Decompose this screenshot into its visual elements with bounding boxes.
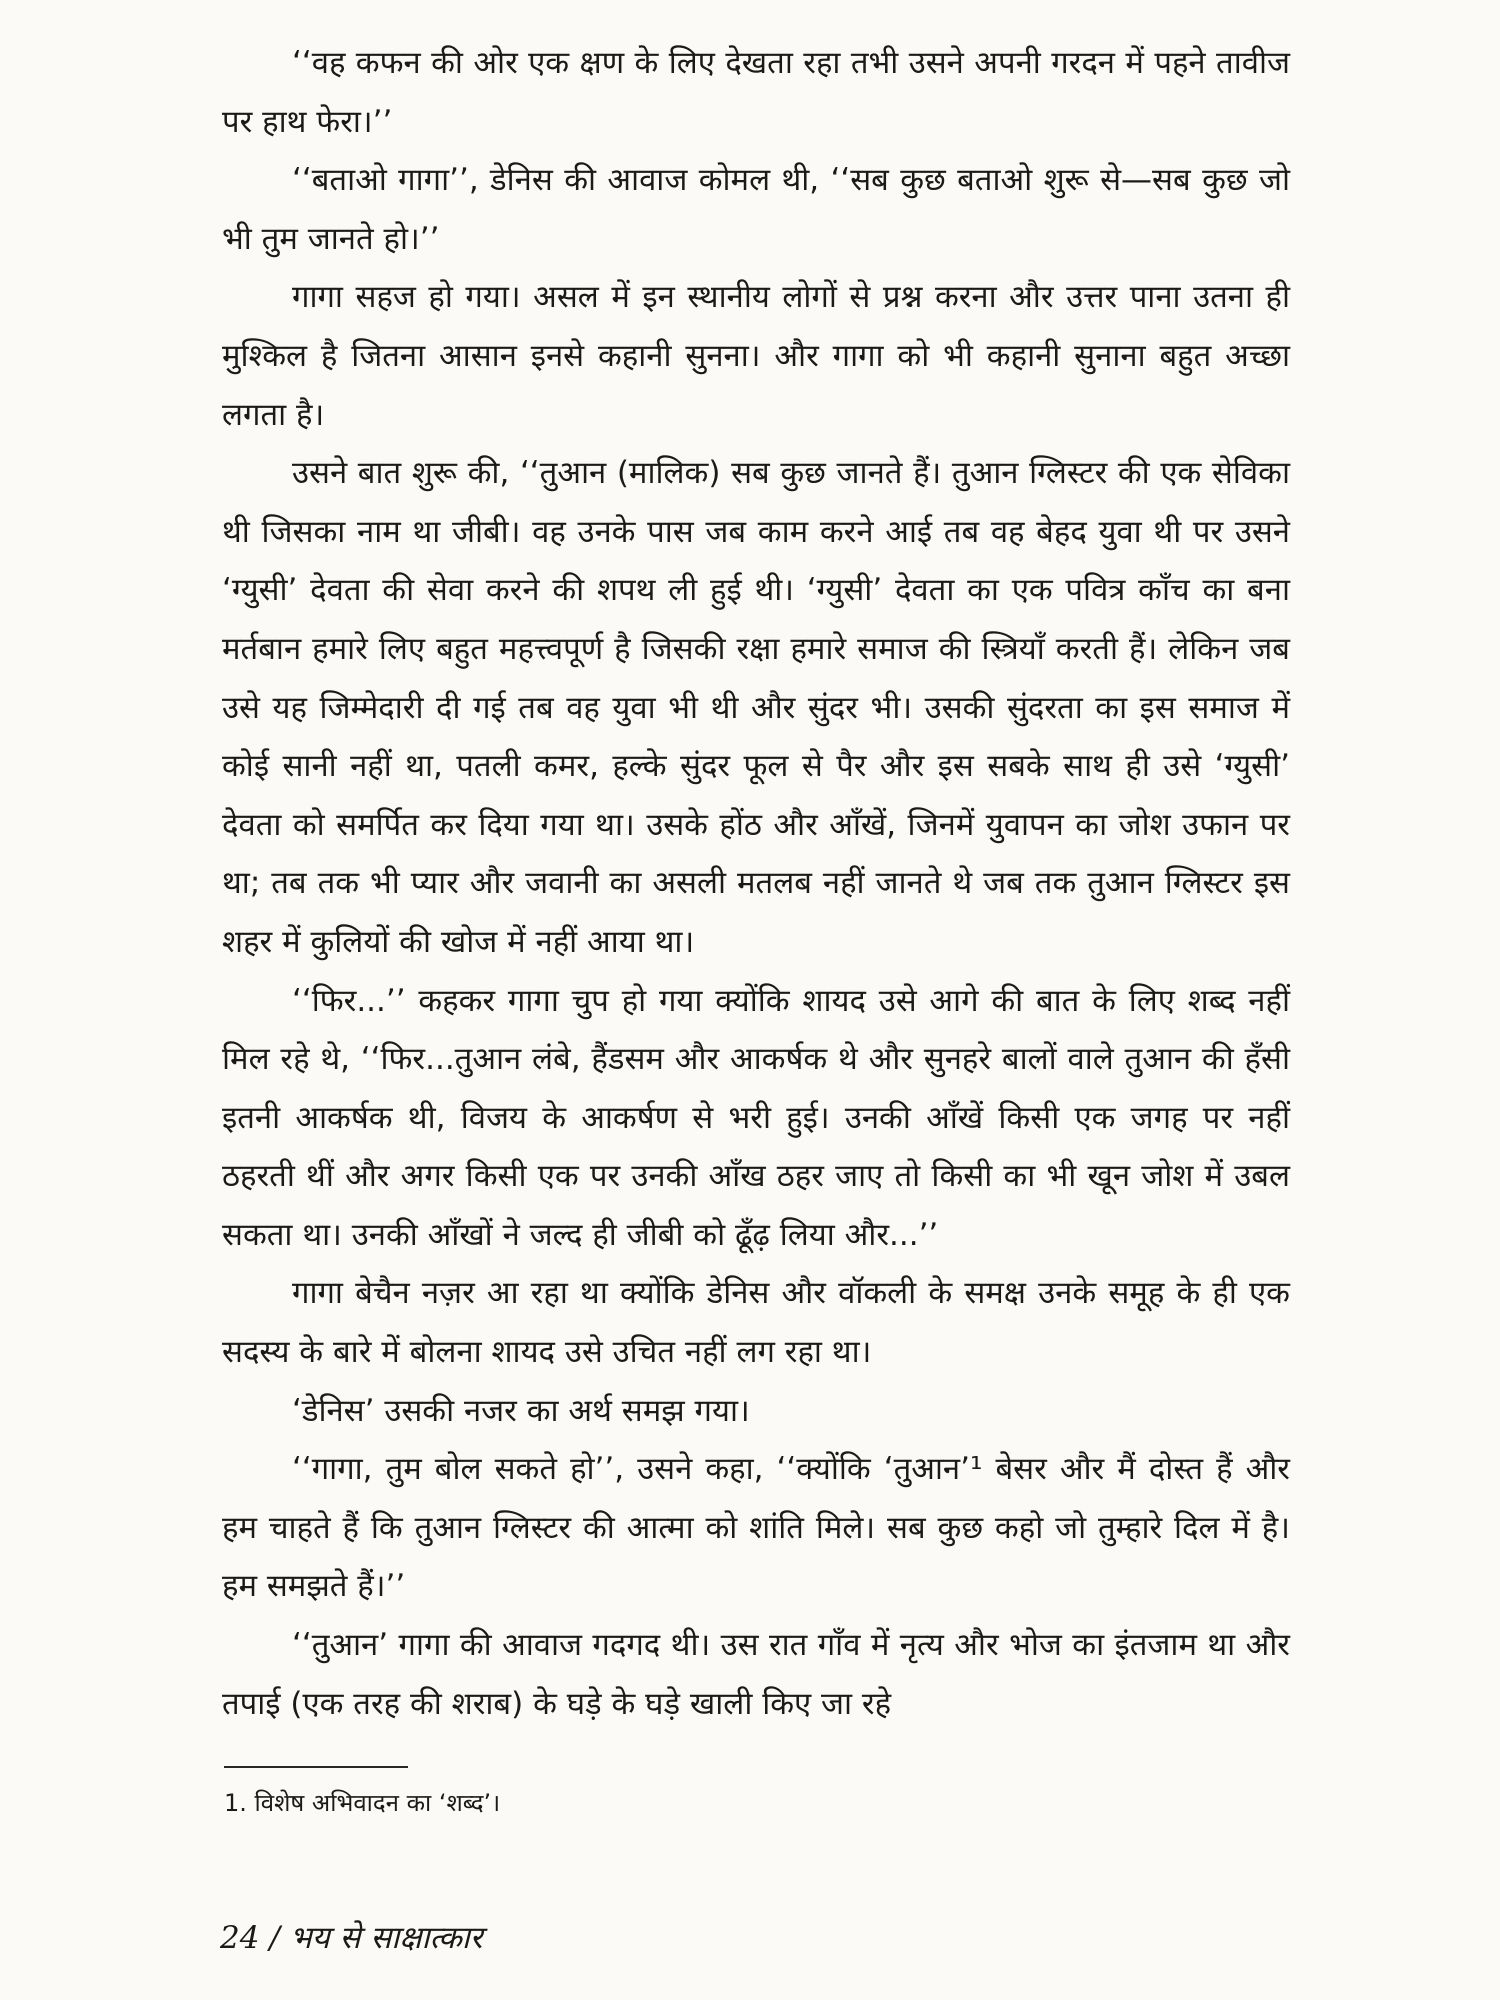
paragraph-5: ‘‘फिर...’’ कहकर गागा चुप हो गया क्योंकि शायद उसे आगे की बात के लिए शब्द नहीं मिल रहे थे, ‘‘फिर...तुआन लंबे, हैंडसम और आकर्षक थे और सुनहरे बालों वाले तुआन की हँसी इतनी आकर्षक थी, विजय के आकर्षण से भरी हुई। उनकी आँखें किसी एक जगह पर नहीं ठहरती थीं और अगर किसी एक पर उनकी आँख ठहर जाए तो किसी का भी खून जोश में उबल सकता था। उनकी आँखों ने जल्द ही जीबी को ढूँढ़ लिया और...’’ [222, 982, 1290, 1253]
paragraph-8: ‘‘गागा, तुम बोल सकते हो’’, उसने कहा, ‘‘क्योंकि ‘तुआन’¹ बेसर और मैं दोस्त हैं और हम चाहते हैं कि तुआन ग्लिस्टर की आत्मा को शांति मिले। सब कुछ कहो जो तुम्हारे दिल में है। हम समझते हैं।’’ [222, 1451, 1290, 1605]
paragraph-1: ‘‘वह कफन की ओर एक क्षण के लिए देखता रहा तभी उसने अपनी गरदन में पहने तावीज पर हाथ फेरा।’’ [222, 45, 1290, 140]
running-footer [220, 1918, 482, 1958]
paragraph-9: ‘‘तुआन’ गागा की आवाज गदगद थी। उस रात गाँव में नृत्य और भोज का इंतजाम था और तपाई (एक तरह की शराब) के घड़े के घड़े खाली किए जा रहे [222, 1627, 1290, 1722]
paragraph-7: ‘डेनिस’ उसकी नजर का अर्थ समझ गया। [292, 1392, 750, 1429]
page-number: 24 [220, 1920, 260, 1956]
paragraph-6: गागा बेचैन नज़र आ रहा था क्योंकि डेनिस और वॉकली के समक्ष उनके समूह के ही एक सदस्य के बारे में बोलना शायद उसे उचित नहीं लग रहा था। [222, 1275, 1290, 1371]
book-title: भय से साक्षात्कार [289, 1920, 483, 1956]
paragraph-4: उसने बात शुरू की, ‘‘तुआन (मालिक) सब कुछ जानते हैं। तुआन ग्लिस्टर की एक सेविका थी जिसका नाम था जीबी। वह उनके पास जब काम करने आई तब वह बेहद युवा थी पर उसने ‘ग्युसी’ देवता की सेवा करने की शपथ ली हुई थी। ‘ग्युसी’ देवता का एक पवित्र काँच का बना मर्तबान हमारे लिए बहुत महत्त्वपूर्ण है जिसकी रक्षा हमारे समाज की स्त्रियाँ करती हैं। लेकिन जब उसे यह जिम्मेदारी दी गई तब वह युवा भी थी और सुंदर भी। उसकी सुंदरता का इस समाज में कोई सानी नहीं था, पतली कमर, हल्के सुंदर फूल से पैर और इस सबके साथ ही उसे ‘ग्युसी’ देवता को समर्पित कर दिया गया था। उसके होंठ और आँखें, जिनमें युवापन का जोश उफान पर था; तब तक भी प्यार और जवानी का असली मतलब नहीं जानते थे जब तक तुआन ग्लिस्टर इस शहर में कुलियों की खोज में नहीं आया था। [222, 455, 1290, 960]
paragraph-2: ‘‘बताओ गागा’’, डेनिस की आवाज कोमल थी, ‘‘सब कुछ बताओ शुरू से—सब कुछ जो भी तुम जानते हो।’’ [222, 162, 1290, 257]
footnote-divider [224, 1766, 408, 1768]
body-text [222, 34, 1290, 1733]
footnote: 1. विशेष अभिवादन का ‘शब्द’। [224, 1789, 501, 1817]
paragraph-3: गागा सहज हो गया। असल में इन स्थानीय लोगों से प्रश्न करना और उत्तर पाना उतना ही मुश्किल है जितना आसान इनसे कहानी सुनना। और गागा को भी कहानी सुनाना बहुत अच्छा लगता है। [222, 279, 1290, 433]
footer-separator: / [269, 1920, 280, 1956]
